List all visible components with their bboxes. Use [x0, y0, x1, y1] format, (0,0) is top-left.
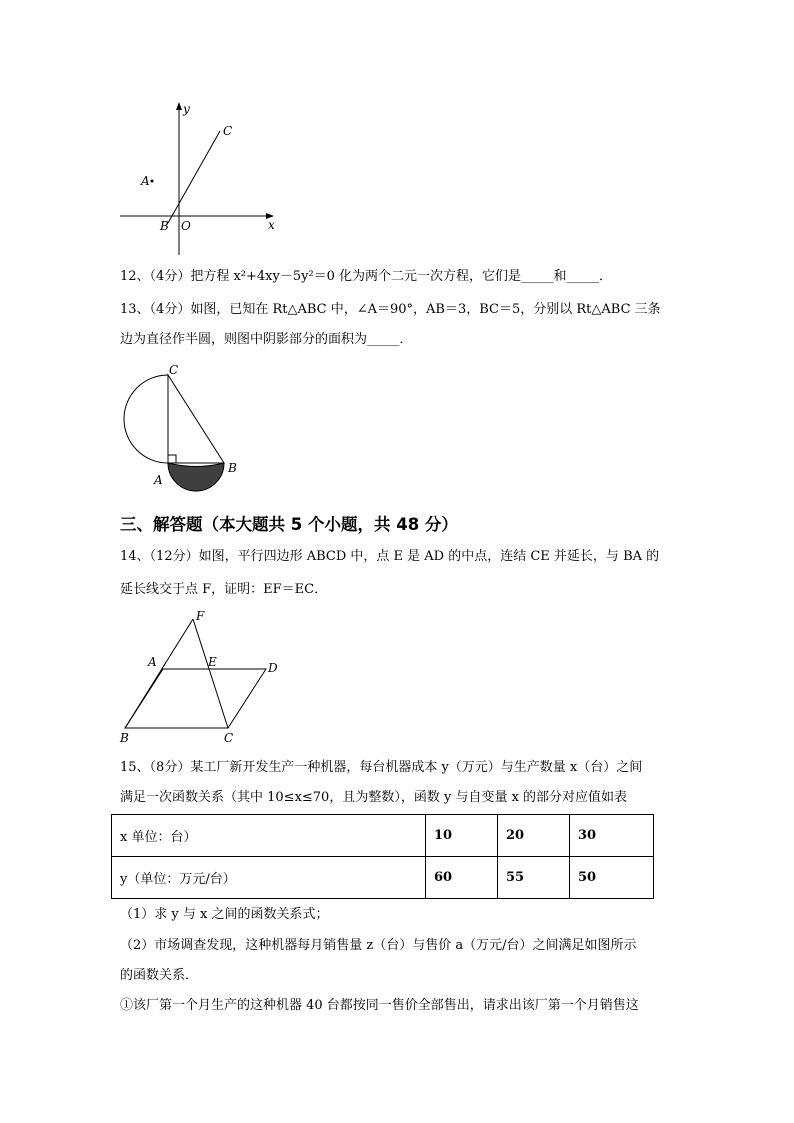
question-15-sub2-item1: ①该厂第一个月生产的这种机器 40 台都按同一售价全部售出，请求出该厂第一个月销售这 — [120, 998, 639, 1013]
question-15-sub1: （1）求 y 与 x 之间的函数关系式； — [120, 907, 329, 922]
label-c: C — [169, 363, 179, 377]
label-x: x — [268, 218, 275, 232]
label-e: E — [208, 655, 217, 669]
figure-coordinate-axes — [110, 95, 290, 265]
table-cell: 55 — [498, 857, 570, 899]
figure-parallelogram — [110, 605, 300, 750]
question-15-line1: 15、（8分）某工厂新开发生产一种机器，每台机器成本 y（万元）与生产数量 x（台）之间 — [120, 760, 643, 775]
segment-bf — [125, 619, 193, 728]
question-12: 12、（4分）把方程 x²+4xy－5y²＝0 化为两个二元一次方程，它们是_____和_____． — [120, 269, 613, 284]
label-d: D — [268, 661, 278, 675]
question-14-line2: 延长线交于点 F，证明：EF＝EC． — [120, 582, 328, 597]
table-row — [112, 815, 654, 857]
question-13-line1: 13、（4分）如图，已知在 Rt△ABC 中，∠A＝90°，AB＝3，BC＝5，分别以 Rt△ABC 三条 — [120, 302, 661, 317]
label-f: F — [196, 609, 205, 623]
label-o: O — [181, 219, 191, 233]
label-c: C — [224, 731, 234, 745]
table-cell: 20 — [498, 815, 570, 857]
table-cell: 10 — [426, 815, 498, 857]
label-a: A — [141, 174, 150, 188]
table-cell: 50 — [570, 857, 654, 899]
table-cell: 30 — [570, 815, 654, 857]
figure-right-triangle-semicircles — [118, 360, 248, 500]
label-a: A — [154, 473, 163, 487]
table-cell: 60 — [426, 857, 498, 899]
label-c: C — [223, 124, 233, 138]
table-row — [112, 857, 654, 899]
right-angle-mark — [168, 455, 176, 463]
question-15-sub2-line2: 的函数关系． — [120, 968, 199, 983]
y-axis-arrow-icon — [176, 102, 182, 110]
parallelogram-abcd — [125, 669, 266, 728]
label-b: B — [120, 731, 129, 745]
shaded-lune-left — [124, 375, 168, 463]
point-a — [151, 180, 154, 183]
shaded-lune-bottom — [168, 463, 224, 491]
question-15-sub2-line1: （2）市场调查发现，这种机器每月销售量 z（台）与售价 a（万元/台）之间满足如图所示 — [120, 938, 637, 953]
label-a: A — [148, 655, 157, 669]
section-3-heading: 三、解答题（本大题共 5 个小题，共 48 分） — [120, 515, 458, 534]
question-14-line1: 14、（12分）如图，平行四边形 ABCD 中，点 E 是 AD 的中点，连结 CE 并延长，与 BA 的 — [120, 549, 660, 564]
question-15-line2: 满足一次函数关系（其中 10≤x≤70，且为整数），函数 y 与自变量 x 的部分对应值如表 — [120, 790, 628, 805]
table-cell: x 单位：台） — [112, 815, 426, 857]
triangle-abc — [168, 375, 224, 463]
question-13-line2: 边为直径作半圆，则图中阴影部分的面积为_____． — [120, 332, 413, 347]
value-table — [111, 814, 654, 899]
label-b: B — [228, 461, 237, 475]
line-bc — [168, 131, 220, 223]
segment-fc — [193, 619, 228, 728]
label-b: B — [160, 219, 169, 233]
table-cell: y（单位：万元/台） — [112, 857, 426, 899]
label-y: y — [183, 102, 190, 116]
